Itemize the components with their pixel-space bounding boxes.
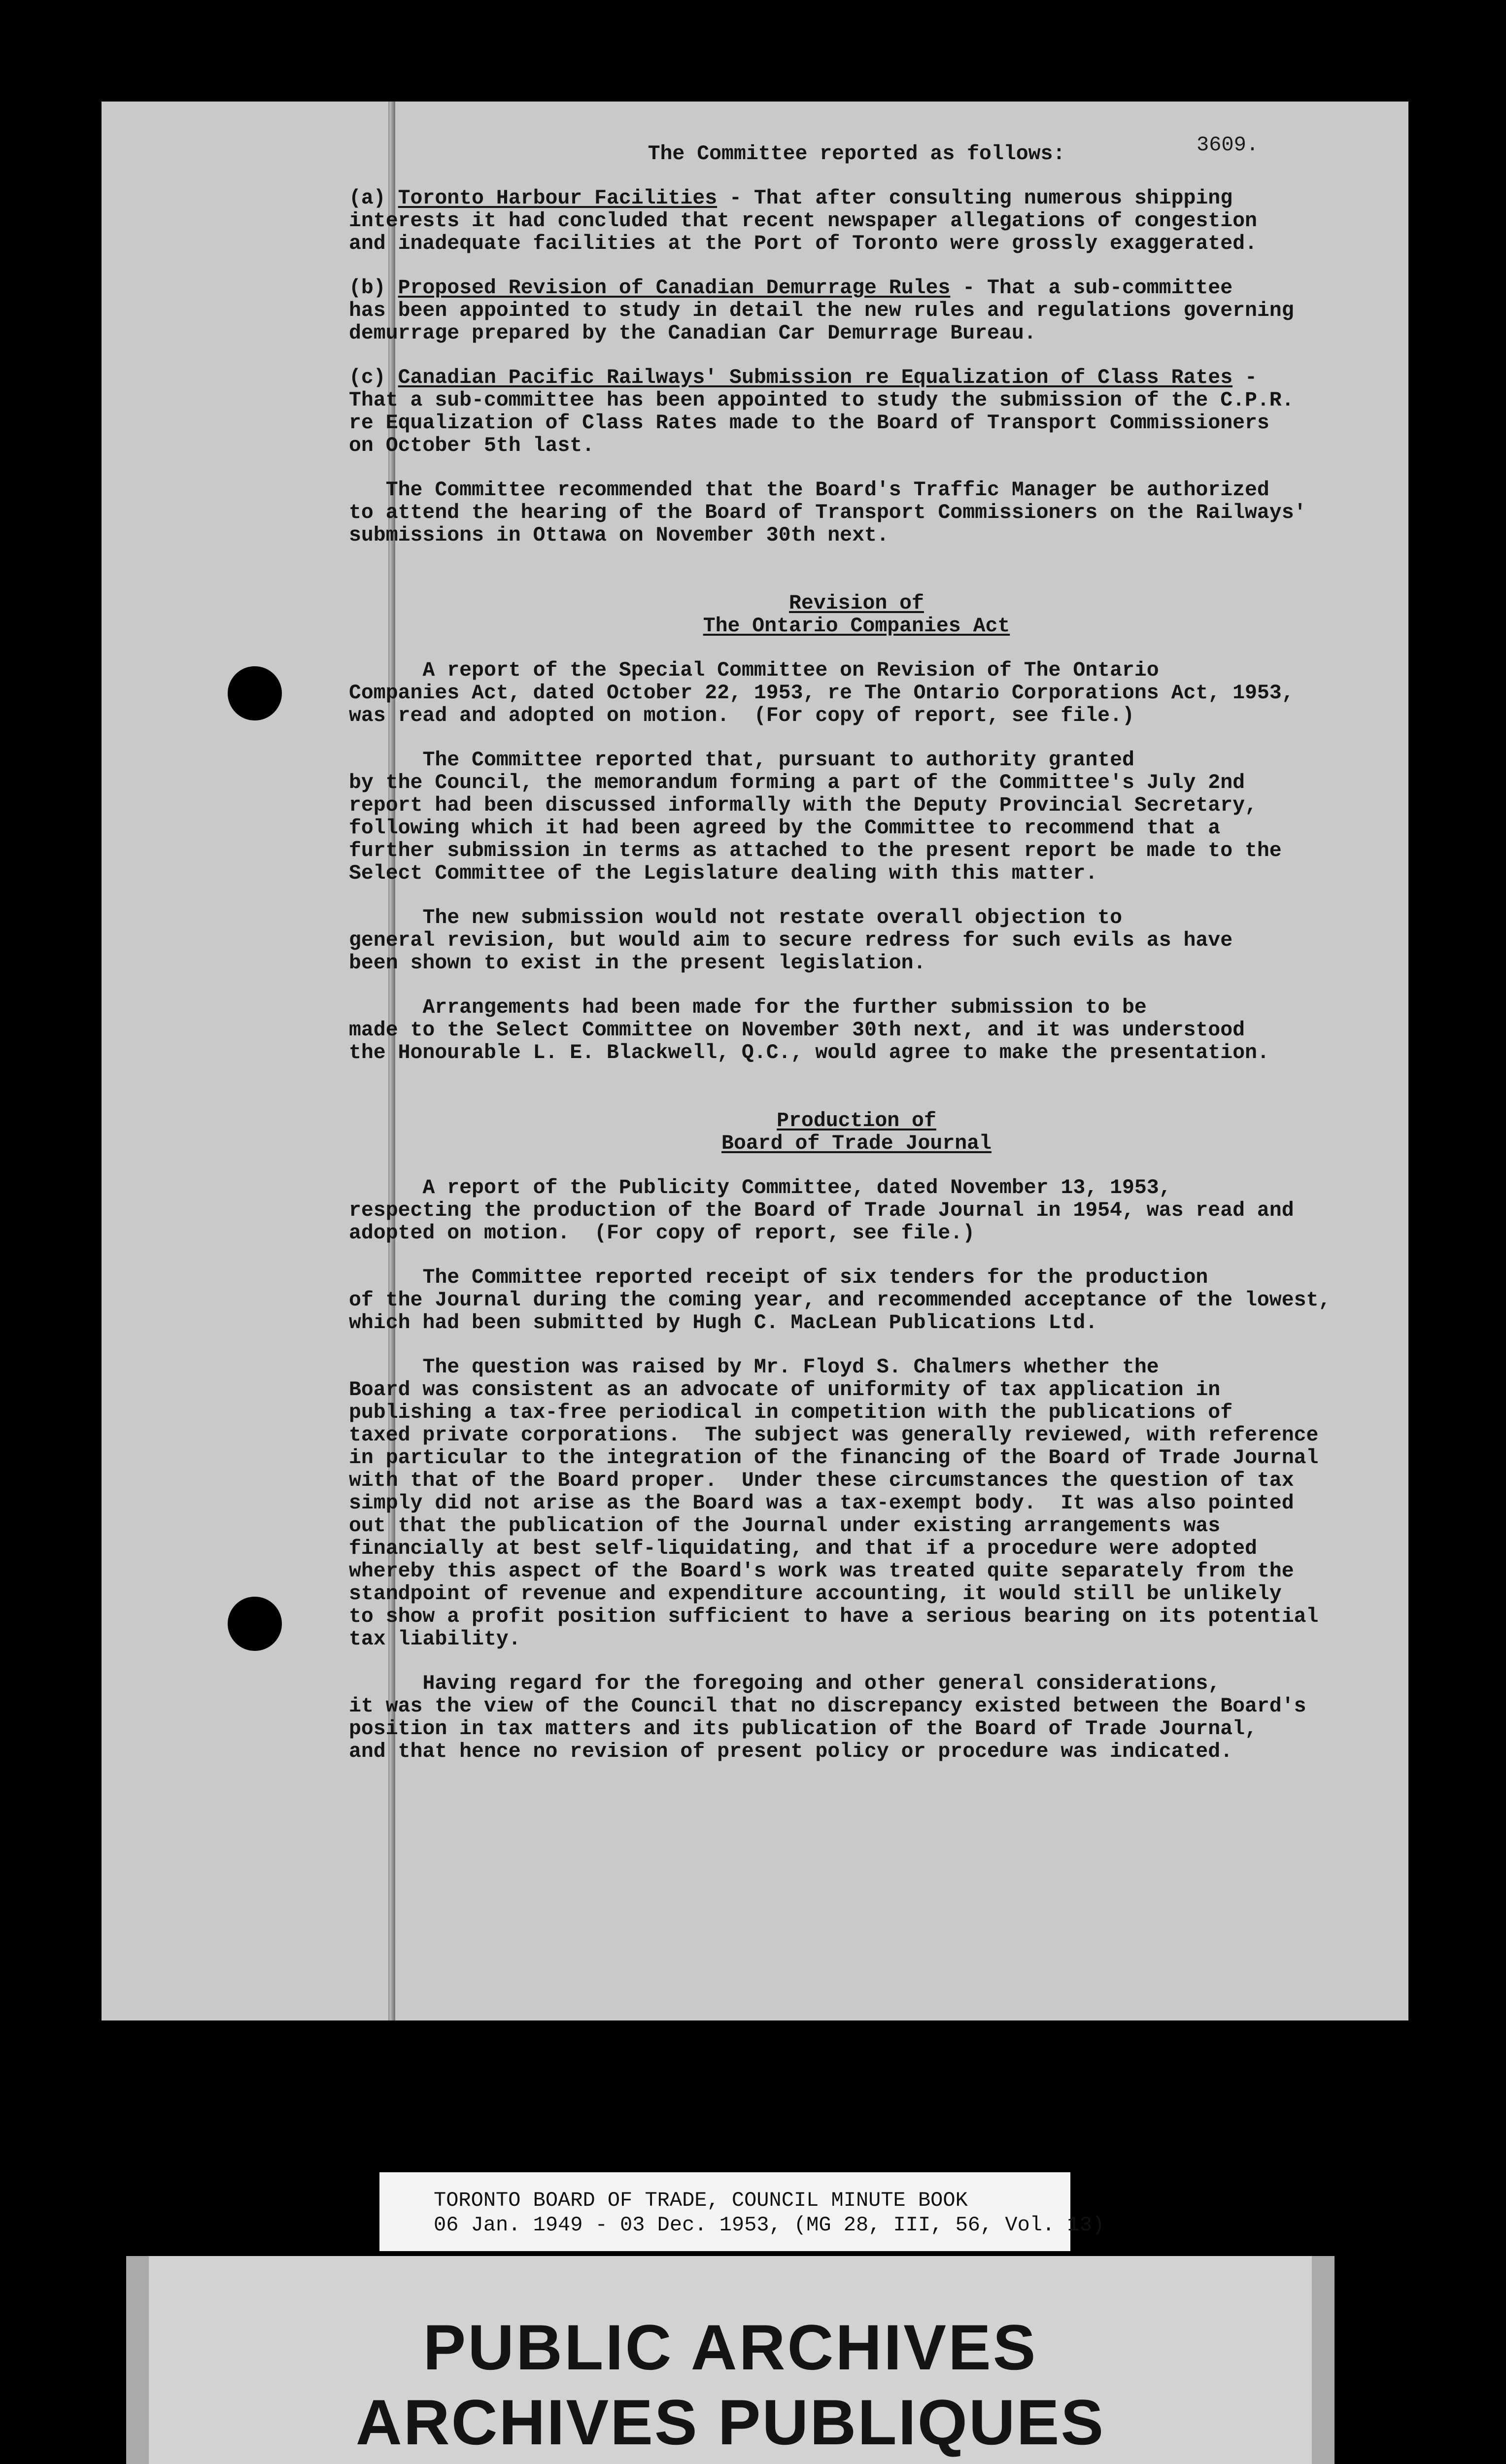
- paragraph-line: The Committee reported that, pursuant to authority granted: [422, 749, 1134, 772]
- paragraph-line: and that hence no revision of present policy or procedure was indicated.: [349, 1740, 1233, 1763]
- punch-hole: [228, 666, 282, 720]
- paragraph-line: Select Committee of the Legislature dealing with this matter.: [349, 862, 1098, 885]
- punch-hole: [228, 1597, 282, 1651]
- archives-stamp: [126, 2256, 1335, 2464]
- item-b-title: Proposed Revision of Canadian Demurrage Rules: [398, 276, 951, 300]
- paragraph-line: respecting the production of the Board of Trade Journal in 1954, was read and: [349, 1199, 1294, 1222]
- recommendation-line: to attend the hearing of the Board of Transport Commissioners on the Railways': [349, 501, 1306, 524]
- section1-heading-line1: Revision of: [789, 592, 924, 615]
- item-b-line2: has been appointed to study in detail the new rules and regulations governing: [349, 299, 1294, 322]
- item-b-line3: demurrage prepared by the Canadian Car Demurrage Bureau.: [349, 322, 1036, 345]
- item-a-line3: and inadequate facilities at the Port of Toronto were grossly exaggerated.: [349, 232, 1257, 255]
- paragraph-line: taxed private corporations. The subject was generally reviewed, with reference: [349, 1424, 1319, 1447]
- microfilm-label: [379, 2172, 1105, 2251]
- paragraph-line: following which it had been agreed by the Committee to recommend that a: [349, 817, 1221, 840]
- item-a-line2: interests it had concluded that recent newspaper allegations of congestion: [349, 209, 1257, 233]
- paragraph-line: made to the Select Committee on November 30th next, and it was understood: [349, 1019, 1245, 1042]
- paragraph-line: report had been discussed informally with the Deputy Provincial Secretary,: [349, 794, 1257, 817]
- item-c-line3: re Equalization of Class Rates made to the Board of Transport Commissioners: [349, 411, 1269, 435]
- label-line1: TORONTO BOARD OF TRADE, COUNCIL MINUTE BOOK: [434, 2189, 968, 2212]
- paragraph-line: the Honourable L. E. Blackwell, Q.C., would agree to make the presentation.: [349, 1041, 1269, 1064]
- paragraph-line: out that the publication of the Journal under existing arrangements was: [349, 1514, 1221, 1538]
- item-c-line1: (c) Canadian Pacific Railways' Submission re Equalization of Class Rates -: [349, 366, 1257, 389]
- paragraph-line: position in tax matters and its publication of the Board of Trade Journal,: [349, 1717, 1257, 1741]
- item-a-line1: (a) Toronto Harbour Facilities - That after consulting numerous shipping: [349, 187, 1233, 210]
- paragraph-line: A report of the Publicity Committee, dated November 13, 1953,: [422, 1176, 1171, 1199]
- paragraph-line: with that of the Board proper. Under these circumstances the question of tax: [349, 1469, 1294, 1492]
- paragraph-line: general revision, but would aim to secure redress for such evils as have: [349, 929, 1233, 952]
- intro-line: The Committee reported as follows:: [648, 142, 1065, 166]
- page-number: 3609.: [1197, 133, 1259, 157]
- section2-heading-line2: Board of Trade Journal: [721, 1132, 992, 1155]
- paragraph-line: been shown to exist in the present legislation.: [349, 952, 926, 975]
- paragraph-line: publishing a tax-free periodical in competition with the publications of: [349, 1401, 1233, 1424]
- paragraph-line: simply did not arise as the Board was a tax-exempt body. It was also pointed: [349, 1492, 1294, 1515]
- paragraph-line: by the Council, the memorandum forming a part of the Committee's July 2nd: [349, 771, 1245, 794]
- paragraph-line: The new submission would not restate overall objection to: [422, 906, 1122, 929]
- paragraph-line: further submission in terms as attached to the present report be made to the: [349, 839, 1282, 862]
- paragraph-line: which had been submitted by Hugh C. MacLean Publications Ltd.: [349, 1311, 1098, 1335]
- paragraph-line: The Committee reported receipt of six tenders for the production: [422, 1266, 1208, 1289]
- paragraph-line: The question was raised by Mr. Floyd S. Chalmers whether the: [422, 1356, 1159, 1379]
- paragraph-line: Board was consistent as an advocate of uniformity of tax application in: [349, 1378, 1221, 1402]
- paragraph-line: of the Journal during the coming year, and recommended acceptance of the lowest,: [349, 1289, 1331, 1312]
- paragraph-line: in particular to the integration of the financing of the Board of Trade Journal: [349, 1446, 1319, 1470]
- section1-heading-line2: The Ontario Companies Act: [703, 615, 1010, 638]
- minutes-text: [349, 143, 1364, 1763]
- paragraph-line: tax liability.: [349, 1628, 521, 1651]
- item-a-title: Toronto Harbour Facilities: [398, 187, 718, 210]
- paragraph-line: Arrangements had been made for the further submission to be: [422, 996, 1147, 1019]
- item-b-line1: (b) Proposed Revision of Canadian Demurrage Rules - That a sub-committee: [349, 276, 1233, 300]
- paragraph-line: adopted on motion. (For copy of report, see file.): [349, 1222, 975, 1245]
- paragraph-line: to show a profit position sufficient to have a serious bearing on its potential: [349, 1605, 1319, 1628]
- stamp-line2: ARCHIVES PUBLIQUES: [355, 2386, 1105, 2458]
- recommendation-line: submissions in Ottawa on November 30th next.: [349, 524, 889, 547]
- item-c-title: Canadian Pacific Railways' Submission re Equalization of Class Rates: [398, 366, 1233, 389]
- label-line2: 06 Jan. 1949 - 03 Dec. 1953, (MG 28, III, 56, Vol. 13): [434, 2213, 1105, 2237]
- paragraph-line: Having regard for the foregoing and other general considerations,: [422, 1672, 1221, 1695]
- paragraph-line: it was the view of the Council that no discrepancy existed between the Board's: [349, 1695, 1306, 1718]
- paragraph-line: standpoint of revenue and expenditure accounting, it would still be unlikely: [349, 1582, 1282, 1606]
- paragraph-line: whereby this aspect of the Board's work was treated quite separately from the: [349, 1560, 1294, 1583]
- paragraph-line: Companies Act, dated October 22, 1953, re The Ontario Corporations Act, 1953,: [349, 682, 1294, 705]
- stamp-line1: PUBLIC ARCHIVES: [423, 2311, 1038, 2383]
- paragraph-line: A report of the Special Committee on Revision of The Ontario: [422, 659, 1159, 682]
- item-c-line2: That a sub-committee has been appointed to study the submission of the C.P.R.: [349, 389, 1294, 412]
- paragraph-line: was read and adopted on motion. (For copy of report, see file.): [349, 704, 1134, 727]
- recommendation-line: The Committee recommended that the Board's Traffic Manager be authorized: [385, 479, 1269, 502]
- paragraph-line: financially at best self-liquidating, and that if a procedure were adopted: [349, 1537, 1257, 1560]
- section2-heading-line1: Production of: [777, 1109, 936, 1132]
- item-c-line4: on October 5th last.: [349, 434, 595, 457]
